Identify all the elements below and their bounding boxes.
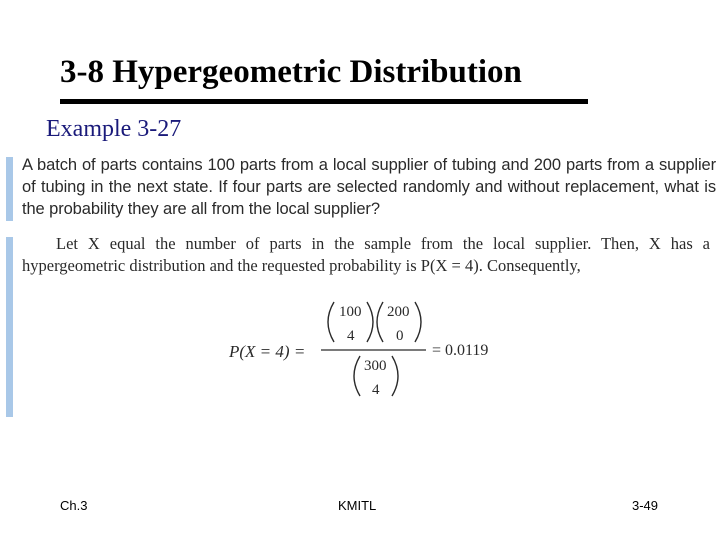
num1-bottom: 4 <box>347 328 355 344</box>
footer-page-number: 3-49 <box>632 498 659 513</box>
left-paren-icon <box>328 302 334 342</box>
den-top: 300 <box>364 358 387 374</box>
problem-statement: A batch of parts contains 100 parts from a local supplier of tubing and 200 parts from a supplier of tubing in the next state. If four parts are selected randomly and without replacement, what is the probability they are all from the local supplier? <box>22 156 716 218</box>
right-paren-icon <box>415 302 421 342</box>
num1-top: 100 <box>339 304 362 320</box>
num2-bottom: 0 <box>396 328 404 344</box>
footer-chapter: Ch.3 <box>60 498 88 513</box>
left-paren-icon <box>354 356 360 396</box>
example-heading: Example 3-27 <box>46 116 182 142</box>
left-paren-icon <box>377 302 383 342</box>
footer-institution: KMITL <box>338 498 377 513</box>
num2-top: 200 <box>387 304 410 320</box>
solution-text: Let X equal the number of parts in the sample from the local supplier. Then, X has a hypergeometric distribution and the requested probability is P(X = 4). Consequently, <box>22 234 710 275</box>
slide-title: 3-8 Hypergeometric Distribution <box>60 54 522 90</box>
right-paren-icon <box>392 356 398 396</box>
formula-lhs: P(X = 4) = <box>229 342 306 361</box>
formula-result: = 0.0119 <box>432 342 489 359</box>
den-bottom: 4 <box>372 382 380 398</box>
right-paren-icon <box>367 302 373 342</box>
